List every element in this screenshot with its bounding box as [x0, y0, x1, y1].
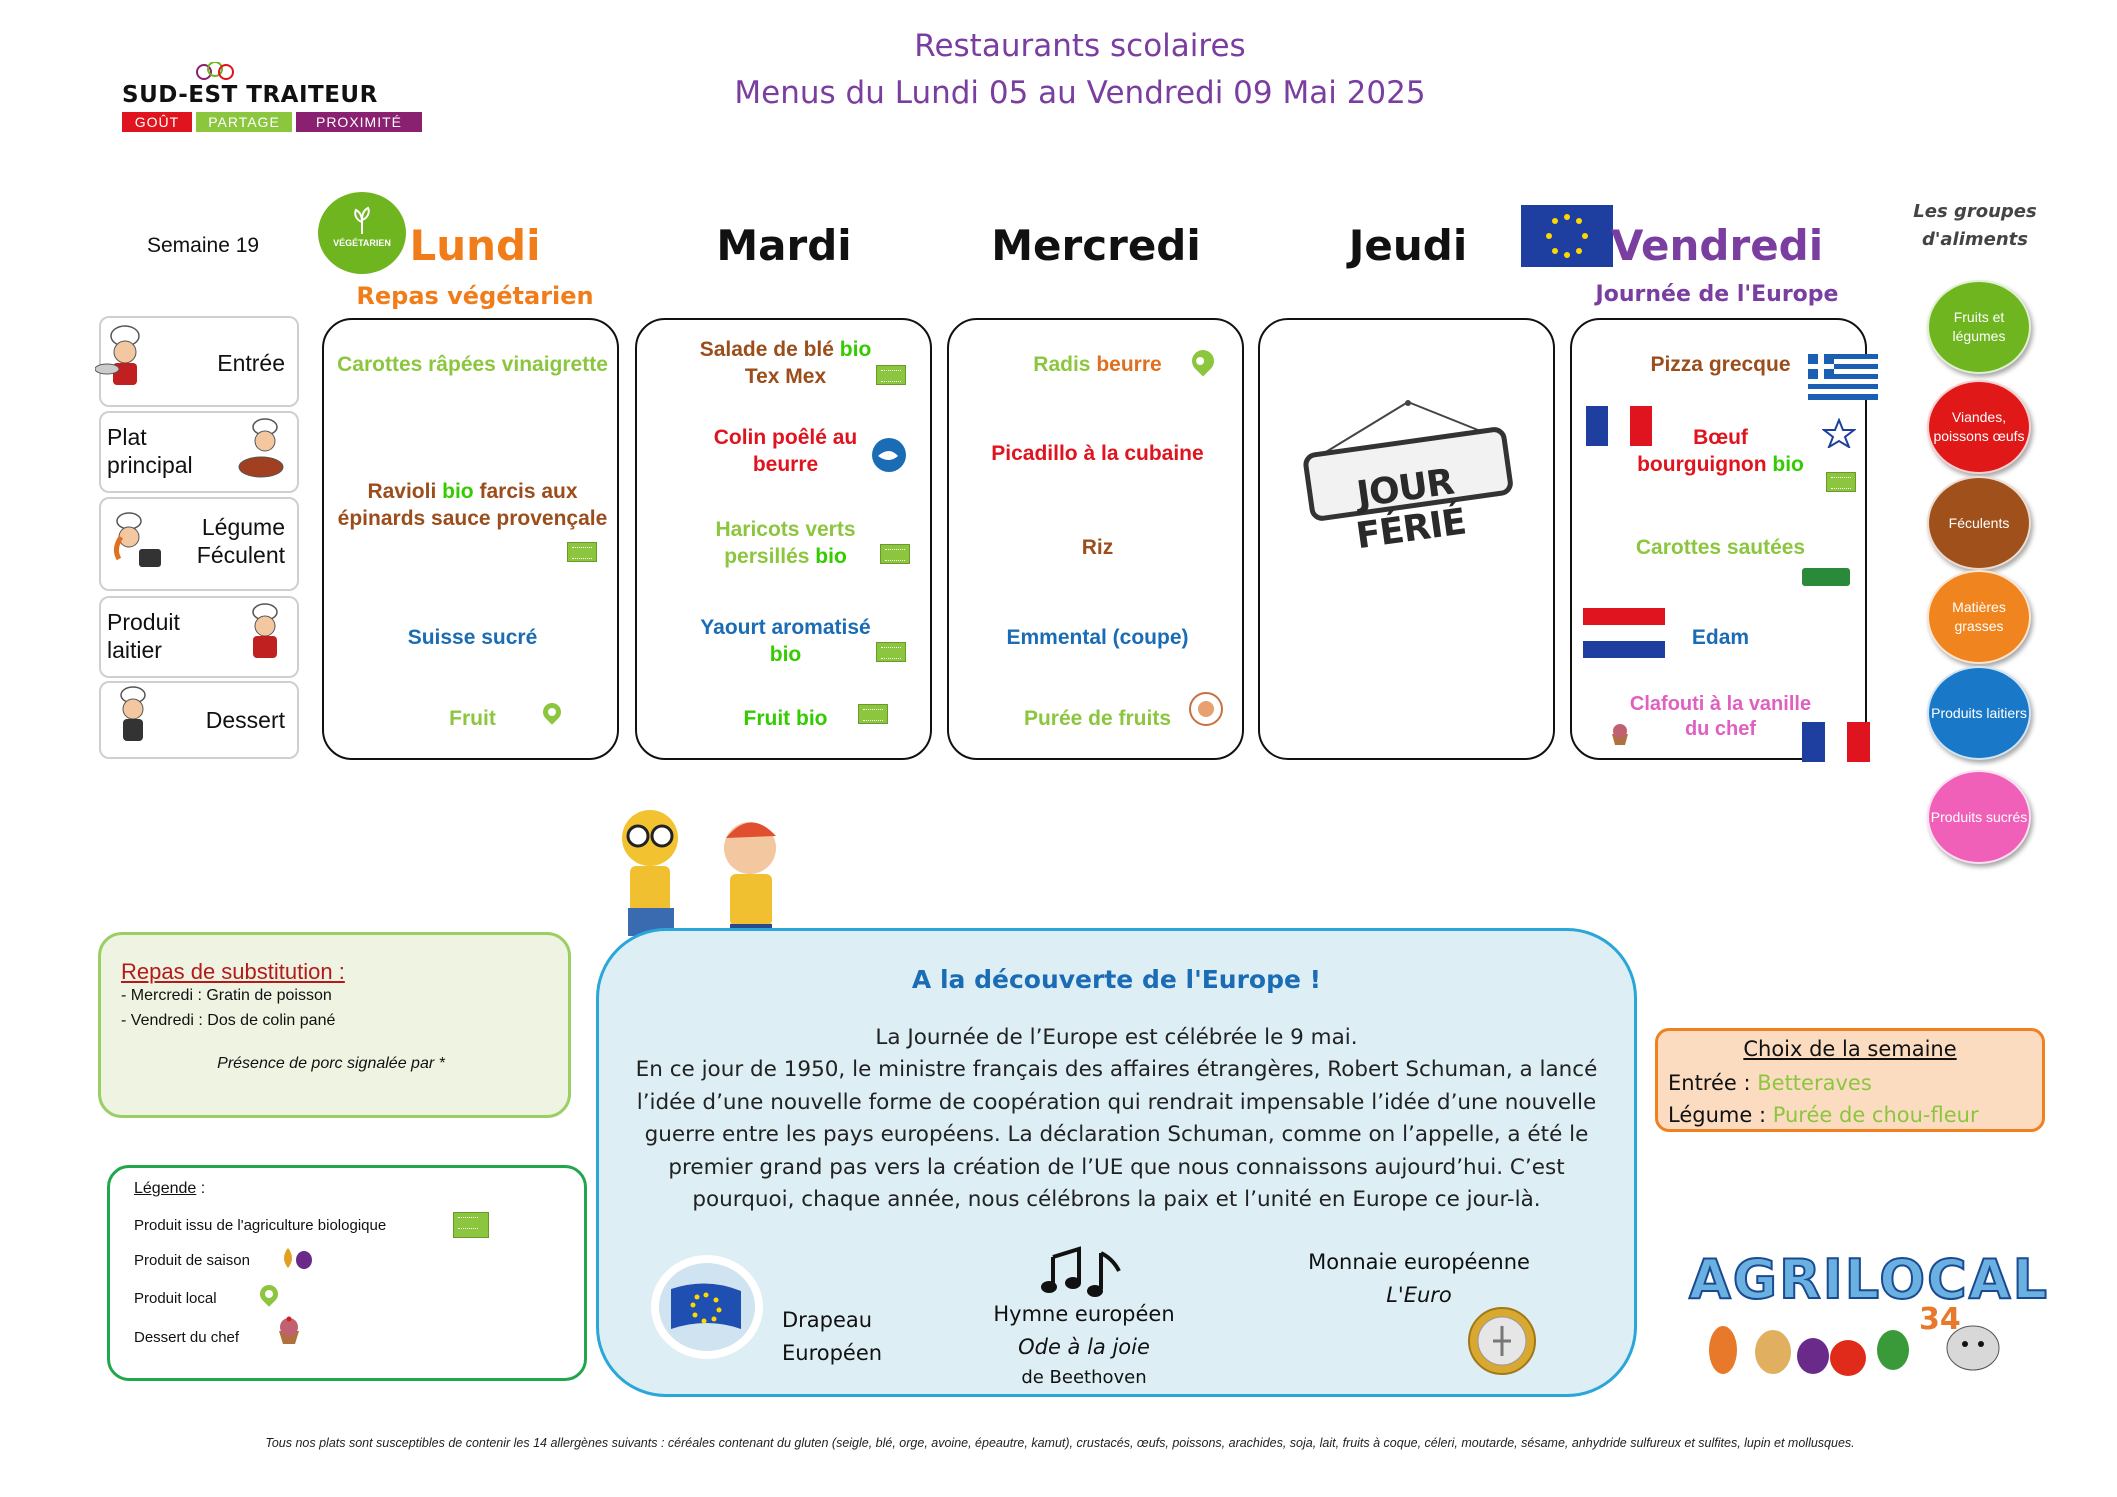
- lundi-entree: Carottes râpées vinaigrette: [337, 353, 608, 376]
- mercredi-laitier: Emmental (coupe): [1006, 626, 1189, 649]
- legend-item-dessert-chef: Dessert du chef: [134, 1329, 240, 1346]
- pork-note: Présence de porc signalée par *: [217, 1055, 445, 1072]
- logo-name: SUD-EST TRAITEUR: [122, 82, 378, 108]
- bio-logo-icon: [876, 365, 906, 385]
- category-label-legume: Légume Féculent: [196, 514, 285, 568]
- chef-plat-icon: [231, 417, 293, 487]
- agrilocal-number: 34: [1919, 1302, 1961, 1337]
- chef-dessert-icon: [107, 685, 169, 755]
- euro-coin-icon: [1465, 1306, 1539, 1376]
- food-group-produits-sucres: Produits sucrés: [1927, 770, 2031, 864]
- substitution-item-vendredi: - Vendredi : Dos de colin pané: [121, 1012, 336, 1029]
- bio-word: bio: [442, 480, 474, 503]
- europe-text-line: pourquoi, chaque année, nous célébrons la paix et l’unité en Europe ce jour-là.: [692, 1187, 1541, 1212]
- lundi-dessert: Fruit: [449, 707, 496, 730]
- day-box-lundi: [322, 318, 619, 760]
- bio-logo-icon: [858, 704, 888, 724]
- cupcake-icon: [274, 1316, 304, 1346]
- page-title: Restaurants scolaires: [914, 28, 1246, 64]
- vendredi-dessert: Clafouti à la vanille du chef: [1629, 693, 1812, 740]
- mardi-dessert: Fruit bio: [743, 707, 828, 730]
- category-label-dessert: Dessert: [205, 707, 285, 733]
- substitution-box: [98, 932, 571, 1118]
- logo-tagline-proximite: PROXIMITÉ: [296, 112, 422, 132]
- bio-logo-icon: [1826, 472, 1856, 492]
- weekly-choice-entree: Entrée : Betteraves: [1668, 1071, 1872, 1095]
- lundi-plat: Ravioli bio farcis aux épinards sauce provençale: [337, 480, 608, 530]
- vendredi-laitier: Edam: [1691, 626, 1750, 649]
- bio-logo-icon: [876, 642, 906, 662]
- chef-hat-icon: [190, 62, 240, 84]
- mercredi-plat: Picadillo à la cubaine: [991, 442, 1204, 465]
- bio-word: bio: [839, 338, 872, 361]
- mardi-entree: Salade de blé bio Tex Mex: [699, 338, 872, 388]
- legend-item-local: Produit local: [134, 1290, 217, 1307]
- chef-dessert-badge-icon: [1187, 690, 1225, 728]
- day-title-mardi: Mardi: [716, 221, 852, 270]
- agrilocal-logo: [1683, 1240, 2053, 1380]
- bio-word: bio: [1772, 453, 1804, 476]
- food-groups-title: Les groupes d'aliments: [1913, 201, 2037, 250]
- category-label-entree: Entrée: [217, 350, 285, 376]
- food-group-matieres-grasses: Matières grasses: [1927, 570, 2031, 664]
- music-notes-icon: [1039, 1243, 1129, 1299]
- hve-label-icon: [1802, 568, 1850, 586]
- mercredi-legume: Riz: [1081, 536, 1114, 559]
- allergen-footer: Tous nos plats sont susceptibles de contenir les 14 allergènes suivants : céréales contenant du gluten (seigle, blé, orge, avoine, épeautre, kamut), crustacés, œufs, poissons, arachides, soja, lait, fruits à coque, céleri, moutarde, sésame, anhydride sulfureux et sulfites, lupin et mollusques.: [265, 1436, 1855, 1450]
- greece-flag-icon: [1808, 354, 1878, 400]
- day-box-jeudi: [1258, 318, 1555, 760]
- chef-entree-icon: [95, 324, 157, 394]
- europe-text-line: En ce jour de 1950, le ministre français des affaires étrangères, Robert Schuman, a lancé: [635, 1057, 1598, 1082]
- legend-item-bio: Produit issu de l'agriculture biologique: [134, 1217, 387, 1234]
- category-legume: [99, 497, 299, 591]
- category-label-plat: Plat principal: [107, 424, 193, 478]
- day-subtitle-lundi: Repas végétarien: [356, 282, 594, 310]
- legend-title: Légende :: [134, 1180, 206, 1197]
- mercredi-entree: Radis beurre: [1033, 353, 1162, 376]
- bio-logo-icon: [567, 542, 597, 562]
- vendredi-entree: Pizza grecque: [1650, 353, 1791, 376]
- eu-flag-circle-icon: [649, 1253, 765, 1361]
- category-label-laitier: Produit laitier: [107, 609, 180, 663]
- day-box-mardi: [635, 318, 932, 760]
- food-group-fruits-legumes: Fruits et légumes: [1927, 280, 2031, 374]
- seasonal-produce-icon: [276, 1244, 316, 1270]
- food-group-feculents: Féculents: [1927, 476, 2031, 570]
- bio-word: bio: [815, 545, 847, 568]
- france-flag-icon: [1802, 722, 1870, 762]
- food-group-viandes: Viandes, poissons œufs: [1927, 380, 2031, 474]
- page-subtitle: Menus du Lundi 05 au Vendredi 09 Mai 2025: [734, 75, 1426, 111]
- mardi-plat: Colin poêlé au beurre: [713, 426, 858, 476]
- weekly-choice-title: Choix de la semaine: [1743, 1037, 1957, 1061]
- vendredi-plat: Bœuf bourguignon bio: [1637, 426, 1804, 476]
- logo-tagline-gout: GOÛT: [122, 112, 192, 132]
- logo-tagline-partage: PARTAGE: [196, 112, 292, 132]
- flag-caption: Drapeau Européen: [782, 1308, 883, 1365]
- cupcake-icon: [1608, 722, 1632, 746]
- category-dessert: [99, 681, 299, 759]
- category-plat: [99, 411, 299, 493]
- peche-durable-icon: [870, 436, 908, 474]
- europe-info-box: [596, 928, 1637, 1397]
- day-box-vendredi: [1570, 318, 1867, 760]
- bio-logo-icon: [453, 1212, 489, 1238]
- chef-legume-icon: [103, 509, 165, 579]
- mercredi-dessert: Purée de fruits: [1023, 707, 1172, 730]
- day-subtitle-vendredi: Journée de l'Europe: [1595, 282, 1839, 307]
- day-title-jeudi: Jeudi: [1348, 221, 1468, 270]
- day-title-lundi: Lundi: [409, 221, 541, 270]
- bio-logo-icon: [880, 544, 910, 564]
- day-title-mercredi: Mercredi: [991, 221, 1201, 270]
- substitution-title: Repas de substitution :: [121, 959, 345, 984]
- chef-laitier-icon: [231, 602, 293, 672]
- europe-text-line: guerre entre les pays européens. La déclaration Schuman, comme on l’appelle, a été le: [644, 1122, 1589, 1147]
- europe-text-line: l’idée d’une nouvelle forme de coopération qui rendrait impensable l’idée d’une nouvelle: [636, 1090, 1597, 1115]
- legend-item-saison: Produit de saison: [134, 1252, 250, 1269]
- local-pin-icon: [256, 1281, 281, 1306]
- lundi-laitier: Suisse sucré: [407, 626, 538, 649]
- food-group-produits-laitiers: Produits laitiers: [1927, 666, 2031, 760]
- mardi-laitier: Yaourt aromatisé bio: [700, 616, 871, 666]
- category-entree: [99, 316, 299, 407]
- vendredi-legume: Carottes sautées: [1635, 536, 1806, 559]
- currency-caption: Monnaie européenne L'Euro: [1308, 1250, 1530, 1307]
- europe-text-line: La Journée de l’Europe est célébrée le 9 mai.: [875, 1025, 1358, 1050]
- category-laitier: [99, 596, 299, 678]
- day-title-vendredi: Vendredi: [1610, 221, 1824, 270]
- weekly-choice-legume: Légume : Purée de chou-fleur: [1668, 1103, 1979, 1127]
- label-rouge-icon: [1822, 418, 1856, 448]
- anthem-caption: Hymne européen Ode à la joie de Beethoven: [993, 1302, 1175, 1388]
- vegetarian-badge-label: VÉGÉTARIEN: [333, 238, 391, 248]
- legend-box: [107, 1165, 587, 1381]
- europe-text-line: premier grand pas vers la création de l’UE que nous connaissons aujourd’hui. C’est: [668, 1155, 1565, 1180]
- weekly-choice-box: [1655, 1028, 2045, 1132]
- mardi-legume: Haricots verts persillés bio: [715, 518, 856, 568]
- europe-title: A la découverte de l'Europe !: [911, 965, 1322, 994]
- jour-ferie-label: JOUR FÉRIÉ: [1353, 461, 1469, 558]
- substitution-item-mercredi: - Mercredi : Gratin de poisson: [121, 987, 332, 1004]
- day-box-mercredi: [947, 318, 1244, 760]
- agrilocal-name: AGRILOCAL: [1689, 1248, 2050, 1311]
- bio-word: bio: [769, 643, 802, 666]
- week-label: Semaine 19: [147, 234, 260, 257]
